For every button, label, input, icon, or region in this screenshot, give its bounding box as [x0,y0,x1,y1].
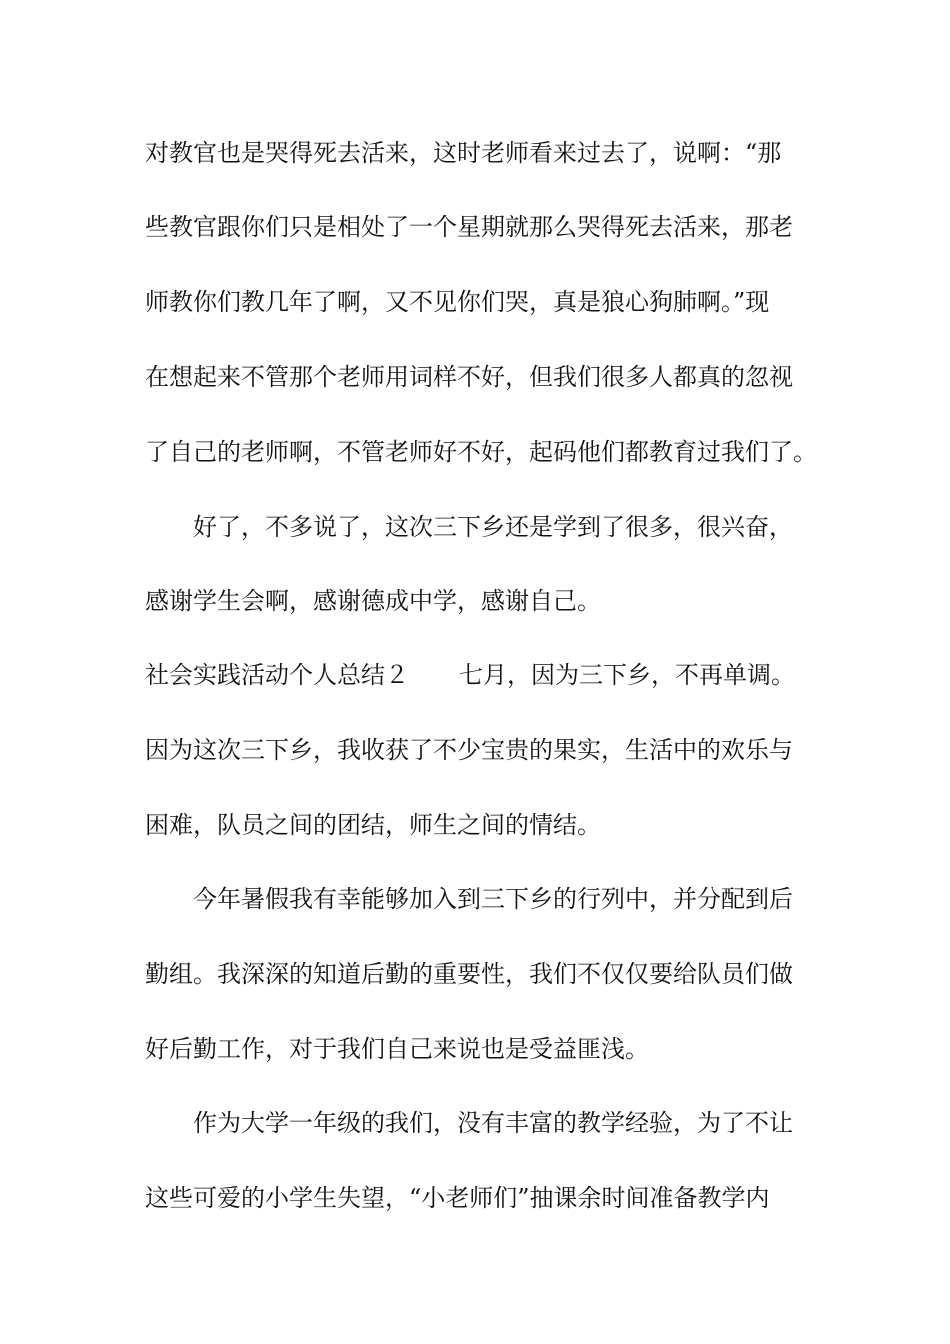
section-heading-line [145,655,825,695]
text-line: 对教官也是哭得死去活来，这时老师看来过去了，说啊：“那 [145,139,782,167]
text-line: 感谢学生会啊，感谢德成中学，感谢自己。 [145,587,601,615]
text-line: 在想起来不管那个老师用词样不好，但我们很多人都真的忽视 [145,363,793,391]
paragraph-start-line: 今年暑假我有幸能够加入到三下乡的行列中，并分配到后 [193,885,793,913]
paragraph-start-line: 好了，不多说了，这次三下乡还是学到了很多，很兴奋， [193,513,793,541]
text-line: 勤组。我深深的知道后勤的重要性，我们不仅仅要给队员们做 [145,960,793,988]
section-first-sentence: 七月，因为三下乡，不再单调。 [459,661,795,689]
text-line: 好后勤工作，对于我们自己来说也是受益匪浅。 [145,1035,649,1063]
text-line: 师教你们教几年了啊，又不见你们哭，真是狼心狗肺啊。”现 [145,288,770,316]
paragraph-start-line: 作为大学一年级的我们，没有丰富的教学经验，为了不让 [193,1109,793,1137]
text-line: 些教官跟你们只是相处了一个星期就那么哭得死去活来，那老 [145,213,793,241]
text-line: 这些可爱的小学生失望，“小老师们”抽课余时间准备教学内 [145,1184,770,1212]
text-line: 因为这次三下乡，我收获了不少宝贵的果实，生活中的欢乐与 [145,736,793,764]
section-title: 社会实践活动个人总结２ [145,661,409,689]
text-line: 困难，队员之间的团结，师生之间的情结。 [145,811,601,839]
text-line: 了自己的老师啊，不管老师好不好，起码他们都教育过我们了。 [145,438,817,466]
